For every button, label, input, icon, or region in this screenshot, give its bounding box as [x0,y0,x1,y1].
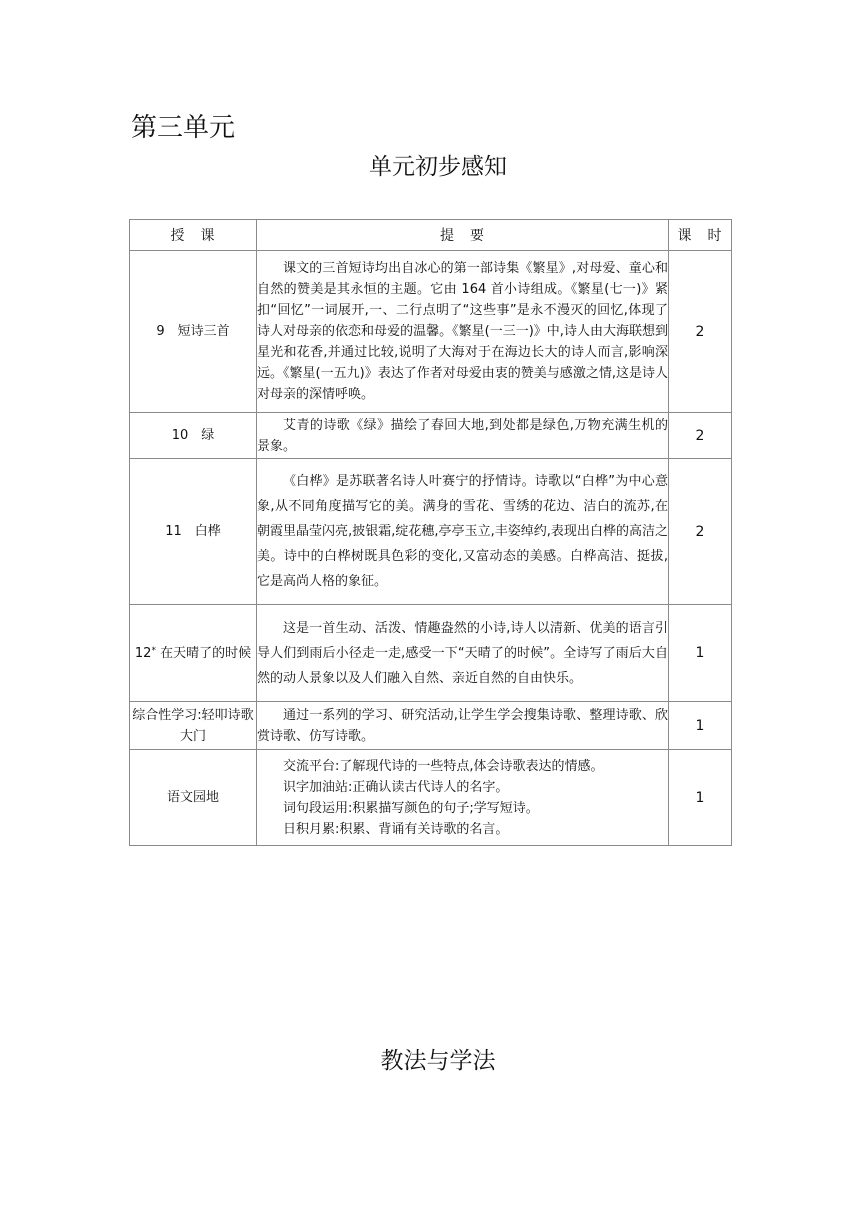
lesson-cell: 11 白桦 [130,459,257,605]
summary-cell [257,702,669,750]
summary-text: 通过一系列的学习、研究活动,让学生学会搜集诗歌、整理诗歌、欣赏诗歌、仿写诗歌。 [257,707,668,744]
header-hours: 课 时 [669,220,732,251]
header-lesson: 授 课 [130,220,257,251]
hours-cell: 1 [669,702,732,750]
summary-text: 《白桦》是苏联著名诗人叶赛宁的抒情诗。诗歌以“白桦”为中心意象,从不同角度描写它的美。满身的雪花、雪绣的花边、洁白的流苏,在朝霞里晶莹闪亮,披银霜,绽花穗,亭亭玉立,丰姿绰约,表现出白桦的高洁之美。诗中的白桦树既具色彩的变化,又富动态的美感。白桦高洁、挺拔,它是高尚人格的象征。 [257,474,668,589]
hours-cell: 2 [669,459,732,605]
hours-cell: 1 [669,750,732,846]
lesson-name: 在天晴了的时候 [160,645,252,661]
summary-line: 日积月累:积累、背诵有关诗歌的名言。 [283,821,509,837]
table-row [130,459,732,605]
summary-cell [257,605,669,702]
summary-text: 课文的三首短诗均出自冰心的第一部诗集《繁星》,对母爱、童心和自然的赞美是其永恒的主题。它由 164 首小诗组成。《繁星(七一)》紧扣“回忆”一词展开,一、二行点明了“这些事”是永不漫灭的回忆,体现了诗人对母亲的依恋和母爱的温馨。《繁星(一三一)》中,诗人由大海联想到星光和花香,并通过比较,说明了大海对于在海边长大的诗人而言,影响深远。《繁星(一五九)》表达了作者对母爱由衷的赞美与感激之情,这是诗人对母亲的深情呼唤。 [257,261,668,402]
hours-cell: 2 [669,413,732,459]
table-row [130,413,732,459]
summary-cell [257,251,669,413]
summary-line: 词句段运用:积累描写颜色的句子;学写短诗。 [283,800,539,816]
lesson-cell: 10 绿 [130,413,257,459]
lesson-cell: 综合性学习:轻叩诗歌大门 [130,702,257,750]
table-row [130,605,732,702]
summary-cell [257,459,669,605]
summary-text: 这是一首生动、活泼、情趣盎然的小诗,诗人以清新、优美的语言引导人们到雨后小径走一走,感受一下“天晴了的时候”。全诗写了雨后大自然的动人景象以及人们融入自然、亲近自然的自由快乐。 [257,620,668,686]
table-row [130,251,732,413]
table-row [130,702,732,750]
lesson-cell: 9 短诗三首 [130,251,257,413]
methods-heading: 教法与学法 [380,1048,496,1074]
hours-cell: 1 [669,605,732,702]
optional-lesson-star: * [151,645,156,656]
summary-cell [257,413,669,459]
table-header-row [130,220,732,251]
unit-title: 第三单元 [131,113,236,143]
summary-text: 艾青的诗歌《绿》描绘了春回大地,到处都是绿色,万物充满生机的景象。 [257,417,668,454]
hours-cell: 2 [669,251,732,413]
table-row [130,750,732,846]
summary-line: 交流平台:了解现代诗的一些特点,体会诗歌表达的情感。 [283,758,604,774]
unit-overview-table [129,219,732,846]
lesson-number: 12 [134,645,152,661]
overview-heading: 单元初步感知 [369,154,507,180]
header-summary: 提 要 [257,220,669,251]
lesson-cell: 语文园地 [130,750,257,846]
summary-line: 识字加油站:正确认读古代诗人的名字。 [283,779,509,795]
lesson-cell [130,605,257,702]
summary-cell [257,750,669,846]
